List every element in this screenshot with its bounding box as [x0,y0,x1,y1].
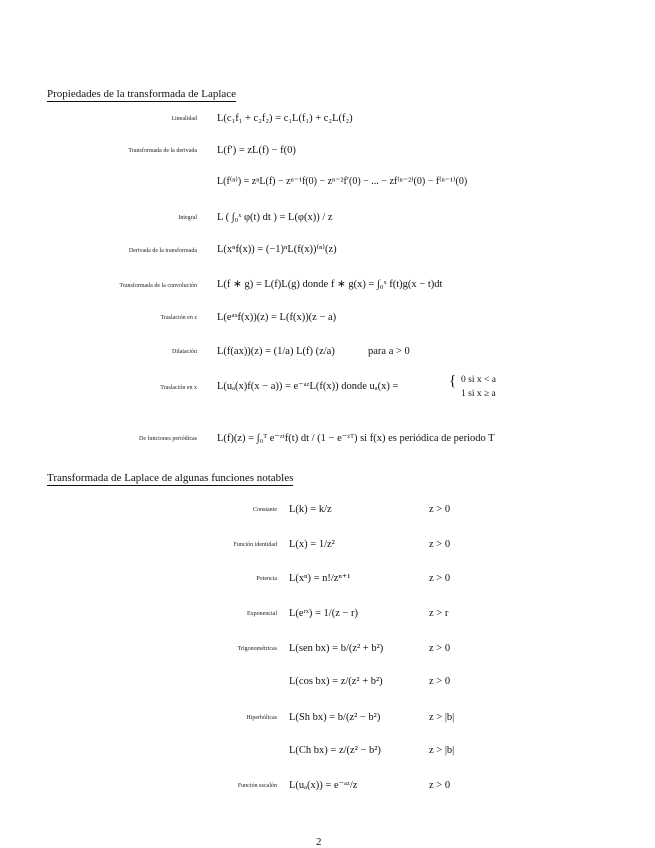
case-line-2: 1 si x ≥ a [461,389,496,399]
brace-glyph: { [449,373,457,389]
label-identidad: Función identidad [233,542,277,548]
formula-identidad: L(x) = 1/z² [289,539,335,550]
label-exponencial: Exponencial [247,611,277,617]
label-traslacion-z: Traslación en z [160,315,197,321]
formula-escalon: L(uₐ(x)) = e⁻ᵃᶻ/z [289,780,358,791]
page-number: 2 [316,836,322,848]
condition-seno: z > 0 [429,643,451,654]
formula-potencia: L(xⁿ) = n!/zⁿ⁺¹ [289,573,351,584]
formula-exponencial: L(eʳˣ) = 1/(z − r) [289,608,359,619]
label-transformada-derivada: Transformada de la derivada [128,148,197,154]
label-traslacion-x: Traslación en x [160,385,197,391]
label-trigonometricas: Trigonométricas [237,646,277,652]
condition-coseno-hiperbolico: z > |b| [429,745,455,756]
formula-coseno: L(cos bx) = z/(z² + b²) [289,676,383,687]
label-periodicas: De funciones periódicas [139,436,197,442]
condition-seno-hiperbolico: z > |b| [429,712,455,723]
label-derivada-transformada: Derivada de la transformada [128,248,197,254]
label-dilatacion: Dilatación [172,349,197,355]
formula-dilatacion: L(f(ax))(z) = (1/a) L(f) (z/a) [217,346,335,357]
formula-derivada-n: L(f⁽ⁿ⁾) = zⁿL(f) − zⁿ⁻¹f(0) − zⁿ⁻²f′(0) − ... − zf⁽ⁿ⁻²⁾(0) − f⁽ⁿ⁻¹⁾(0) [217,176,468,187]
label-hiperbolicas: Hiperbólicas [246,715,277,721]
formula-linealidad: L(c₁f₁ + c₂f₂) = c₁L(f₁) + c₂L(f₂) [217,113,353,124]
label-integral: Integral [178,215,197,221]
formula-periodicas: L(f)(z) = ∫₀ᵀ e⁻ᶻᵗf(t) dt / (1 − e⁻ᶻᵀ) si f(x) es periódica de periodo T [217,433,495,444]
section-title-properties: Propiedades de la transformada de Laplace [47,88,237,100]
condition-escalon: z > 0 [429,780,451,791]
formula-constante: L(k) = k/z [289,504,332,515]
label-potencia: Potencia [256,576,277,582]
formula-derivada-transformada: L(xⁿf(x)) = (−1)ⁿL(f(x))⁽ⁿ⁾(z) [217,244,337,255]
condition-constante: z > 0 [429,504,451,515]
condition-potencia: z > 0 [429,573,451,584]
formula-coseno-hiperbolico: L(Ch bx) = z/(z² − b²) [289,745,381,756]
formula-integral: L ( ∫₀ˣ φ(t) dt ) = L(φ(x)) / z [217,212,333,223]
label-convolucion: Transformada de la convolución [119,283,197,289]
condition-identidad: z > 0 [429,539,451,550]
formula-convolucion: L(f ∗ g) = L(f)L(g) donde f ∗ g(x) = ∫₀ˣ f(t)g(x − t)dt [217,279,443,290]
condition-exponencial: z > r [429,608,449,619]
label-constante: Constante [253,507,277,513]
formula-traslacion-z: L(eᵃˣf(x))(z) = L(f(x))(z − a) [217,312,337,323]
label-linealidad: Linealidad [171,116,197,122]
section-title-notable: Transformada de Laplace de algunas funciones notables [47,472,294,484]
case-line-1: 0 si x < a [461,375,496,385]
formula-traslacion-x: L(uₐ(x)f(x − a)) = e⁻ᵃᶻL(f(x)) donde uₐ(x) = [217,381,399,392]
formula-seno-hiperbolico: L(Sh bx) = b/(z² − b²) [289,712,381,723]
condition-coseno: z > 0 [429,676,451,687]
formula-derivada: L(f′) = zL(f) − f(0) [217,145,296,156]
condition-dilatacion: para a > 0 [368,346,410,357]
label-escalon: Función escalón [237,783,277,789]
formula-seno: L(sen bx) = b/(z² + b²) [289,643,384,654]
